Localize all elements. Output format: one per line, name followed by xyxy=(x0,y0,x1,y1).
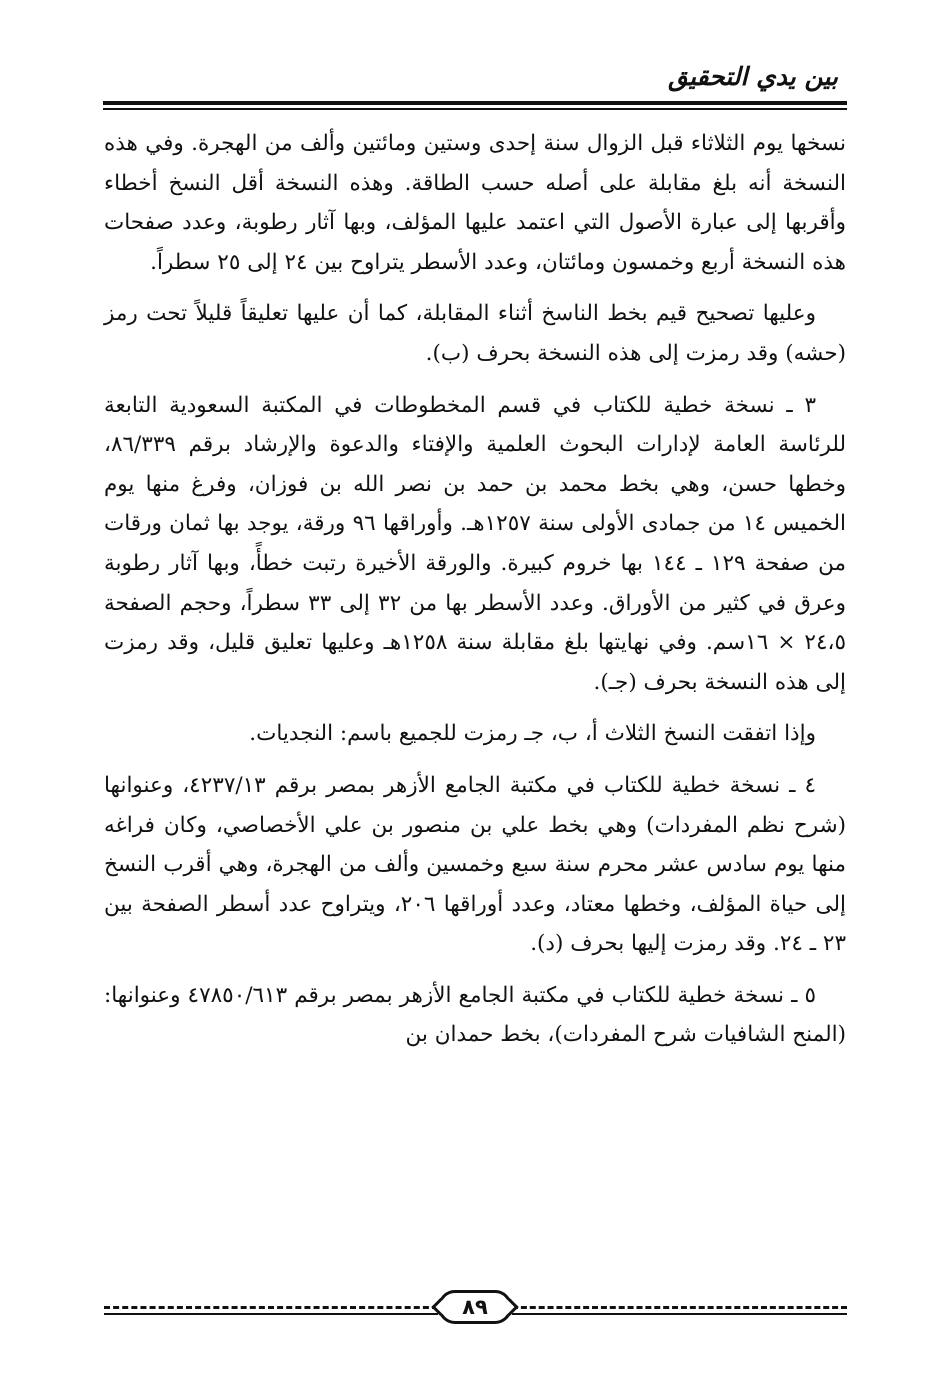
footer-rule-left xyxy=(104,1313,438,1315)
header-rule-thin xyxy=(103,108,847,110)
header-rule-thick xyxy=(103,101,847,105)
paragraph-manuscript-3: ٣ ـ نسخة خطية للكتاب في قسم المخطوطات في المكتبة السعودية التابعة للرئاسة العامة لإدارات البحوث العلمية والإفتاء والدعوة والإرشاد برقم ٨٦/٣٣٩، وخطها حسن، وهي بخط محمد بن حمد بن نصر الله بن فوزان، وفرغ منها يوم الخميس ١٤ من جمادى الأولى سنة ١٢٥٧هـ. وأوراقها ٩٦ ورقة، يوجد بها ثمان ورقات من صفحة ١٢٩ ـ ١٤٤ بها خروم كبيرة. والورقة الأخيرة رتبت خطأً، وبها آثار رطوبة وعرق في كثير من الأوراق. وعدد الأسطر بها من ٣٢ إلى ٣٣ سطراً، وحجم الصفحة ٢٤،٥ × ١٦سم. وفي نهايتها بلغ مقابلة سنة ١٢٥٨هـ وعليها تعليق قليل، وقد رمزت إلى هذه النسخة بحرف (جـ). xyxy=(104,392,847,695)
page-number-badge xyxy=(438,1290,512,1324)
paragraph-manuscript-b-corrections: وعليها تصحيح قيم بخط الناسخ أثناء المقابلة، كما أن عليها تعليقاً قليلاً تحت رمز (حشه) وقد رمزت إلى هذه النسخة بحرف (ب). xyxy=(104,301,846,366)
footer-dashed-line-left xyxy=(104,1306,438,1309)
paragraph-najdiyat-note: وإذا اتفقت النسخ الثلاث أ، ب، جـ رمزت للجميع باسم: النجديات. xyxy=(249,721,816,747)
footer-dashed-line-right xyxy=(512,1306,847,1309)
running-header-title: بين يدي التحقيق xyxy=(668,62,838,91)
footer-rule-right xyxy=(512,1313,847,1315)
paragraph-manuscript-b-description: نسخها يوم الثلاثاء قبل الزوال سنة إحدى وستين ومائتين وألف من الهجرة. وفي هذه النسخة أنه بلغ مقابلة على أصله حسب الطاقة. وهذه النسخة أقل النسخ أخطاء وأقربها إلى عبارة الأصول التي اعتمد عليها المؤلف، وبها آثار رطوبة، وعدد صفحات هذه النسخة أربع وخمسون ومائتان، وعدد الأسطر يتراوح بين ٢٤ إلى ٢٥ سطراً. xyxy=(104,131,846,275)
paragraph-manuscript-5: ٥ ـ نسخة خطية للكتاب في مكتبة الجامع الأزهر بمصر برقم ٤٧٨٥٠/٦١٣ وعنوانها: (المنح الشافيات شرح المفردات)، بخط حمدان بن xyxy=(104,982,846,1048)
paragraph-manuscript-4: ٤ ـ نسخة خطية للكتاب في مكتبة الجامع الأزهر بمصر برقم ٤٢٣٧/١٣، وعنوانها (شرح نظم المفردات) وهي بخط علي بن منصور بن علي الأخصاصي، وكان فراغه منها يوم سادس عشر محرم سنة سبع وخمسين وألف من الهجرة، وهي أقرب النسخ إلى حياة المؤلف، وخطها معتاد، وعدد أوراقها ٢٠٦، ويتراوح عدد أسطر الصفحة بين ٢٣ ـ ٢٤. وقد رمزت إليها بحرف (د). xyxy=(104,772,846,957)
page-body xyxy=(104,124,846,1067)
page-number: ٨٩ xyxy=(462,1295,488,1319)
